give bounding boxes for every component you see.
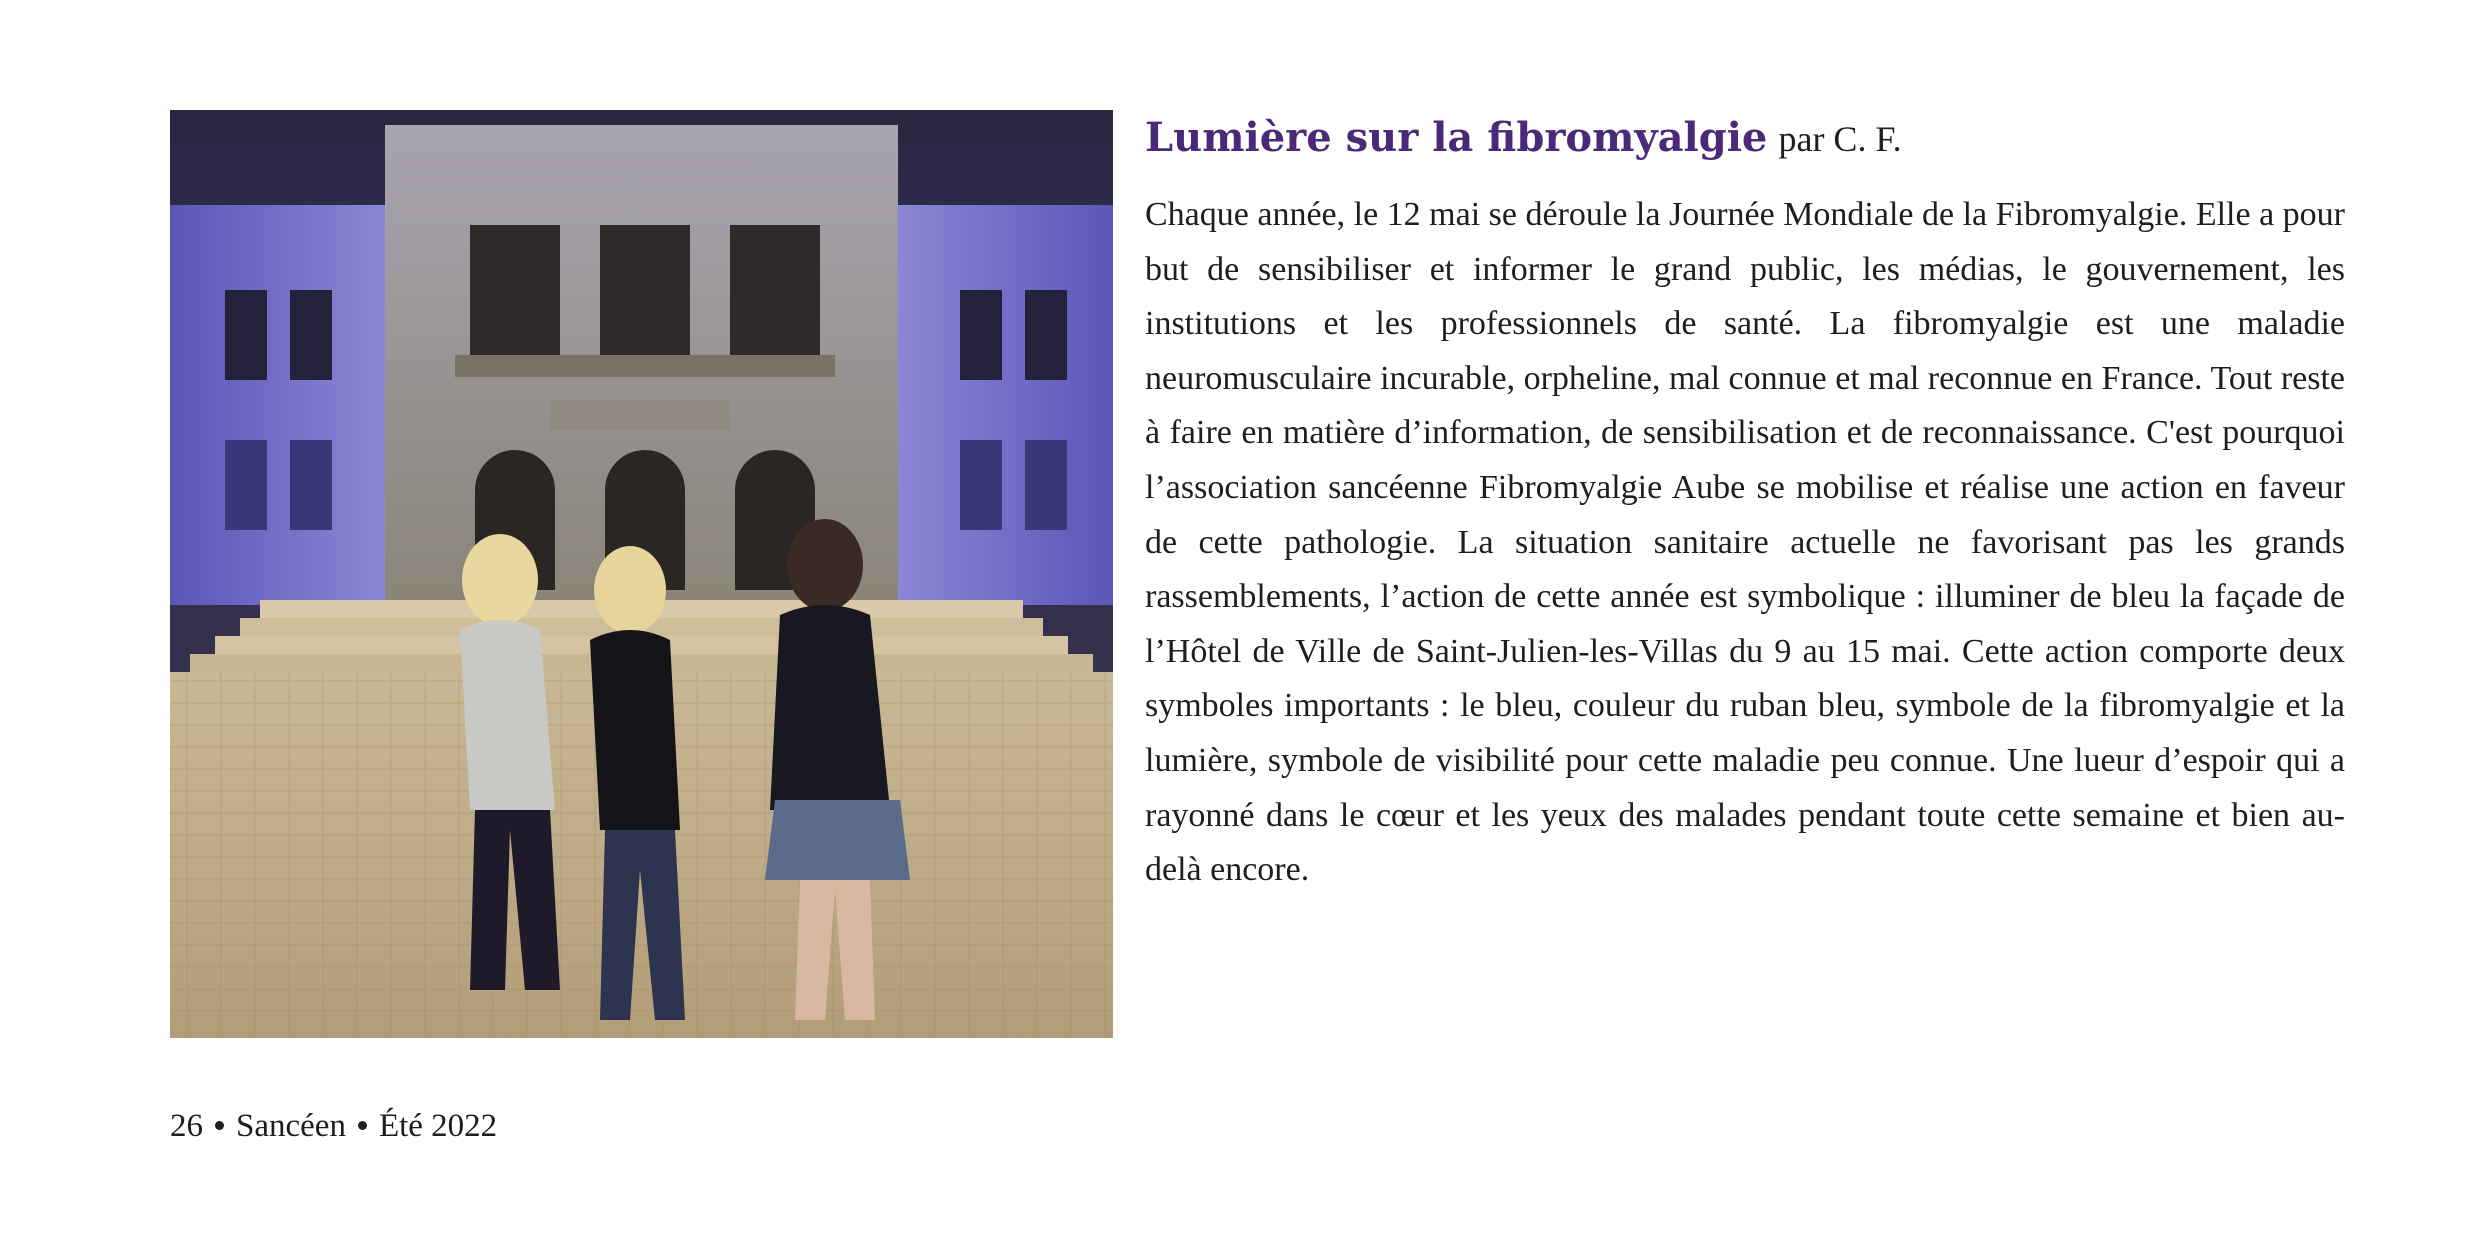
article-heading	[1145, 104, 2345, 180]
issue-date: Été 2022	[378, 1108, 498, 1144]
article	[1145, 104, 2345, 898]
page-footer	[170, 1108, 497, 1145]
article-photo	[170, 110, 1113, 1038]
bullet-separator	[358, 1121, 367, 1130]
article-byline: par C. F.	[1778, 119, 1902, 159]
article-title: Lumière sur la fibromyalgie	[1145, 114, 1768, 161]
page-number: 26	[170, 1108, 203, 1144]
article-body: Chaque année, le 12 mai se déroule la Journée Mondiale de la Fibromyalgie. Elle a pour but de sensibiliser et informer le grand public, les médias, le gouvernement, les institutions et les professionnels de santé. La fibromyalgie est une maladie neuromusculaire incurable, orpheline, mal connue et mal reconnue en France. Tout reste à faire en matière d’information, de sensibilisation et de reconnaissance. C'est pourquoi l’association sancéenne Fibromyalgie Aube se mobilise et réalise une action en faveur de cette pathologie. La situation sanitaire actuelle ne favorisant pas les grands rassemblements, l’action de cette année est symbolique : illuminer de bleu la façade de l’Hôtel de Ville de Saint-Julien-les-Villas du 9 au 15 mai. Cette action comporte deux symboles importants : le bleu, couleur du ruban bleu, symbole de la fibromyalgie et la lumière, symbole de visibilité pour cette maladie peu connue. Une lueur d’espoir qui a rayonné dans le cœur et les yeux des malades pendant toute cette semaine et bien au-delà encore.	[1145, 196, 2345, 889]
photo-illustration	[170, 110, 1113, 1038]
publication-name: Sancéen	[236, 1108, 346, 1144]
bullet-separator	[215, 1121, 224, 1130]
